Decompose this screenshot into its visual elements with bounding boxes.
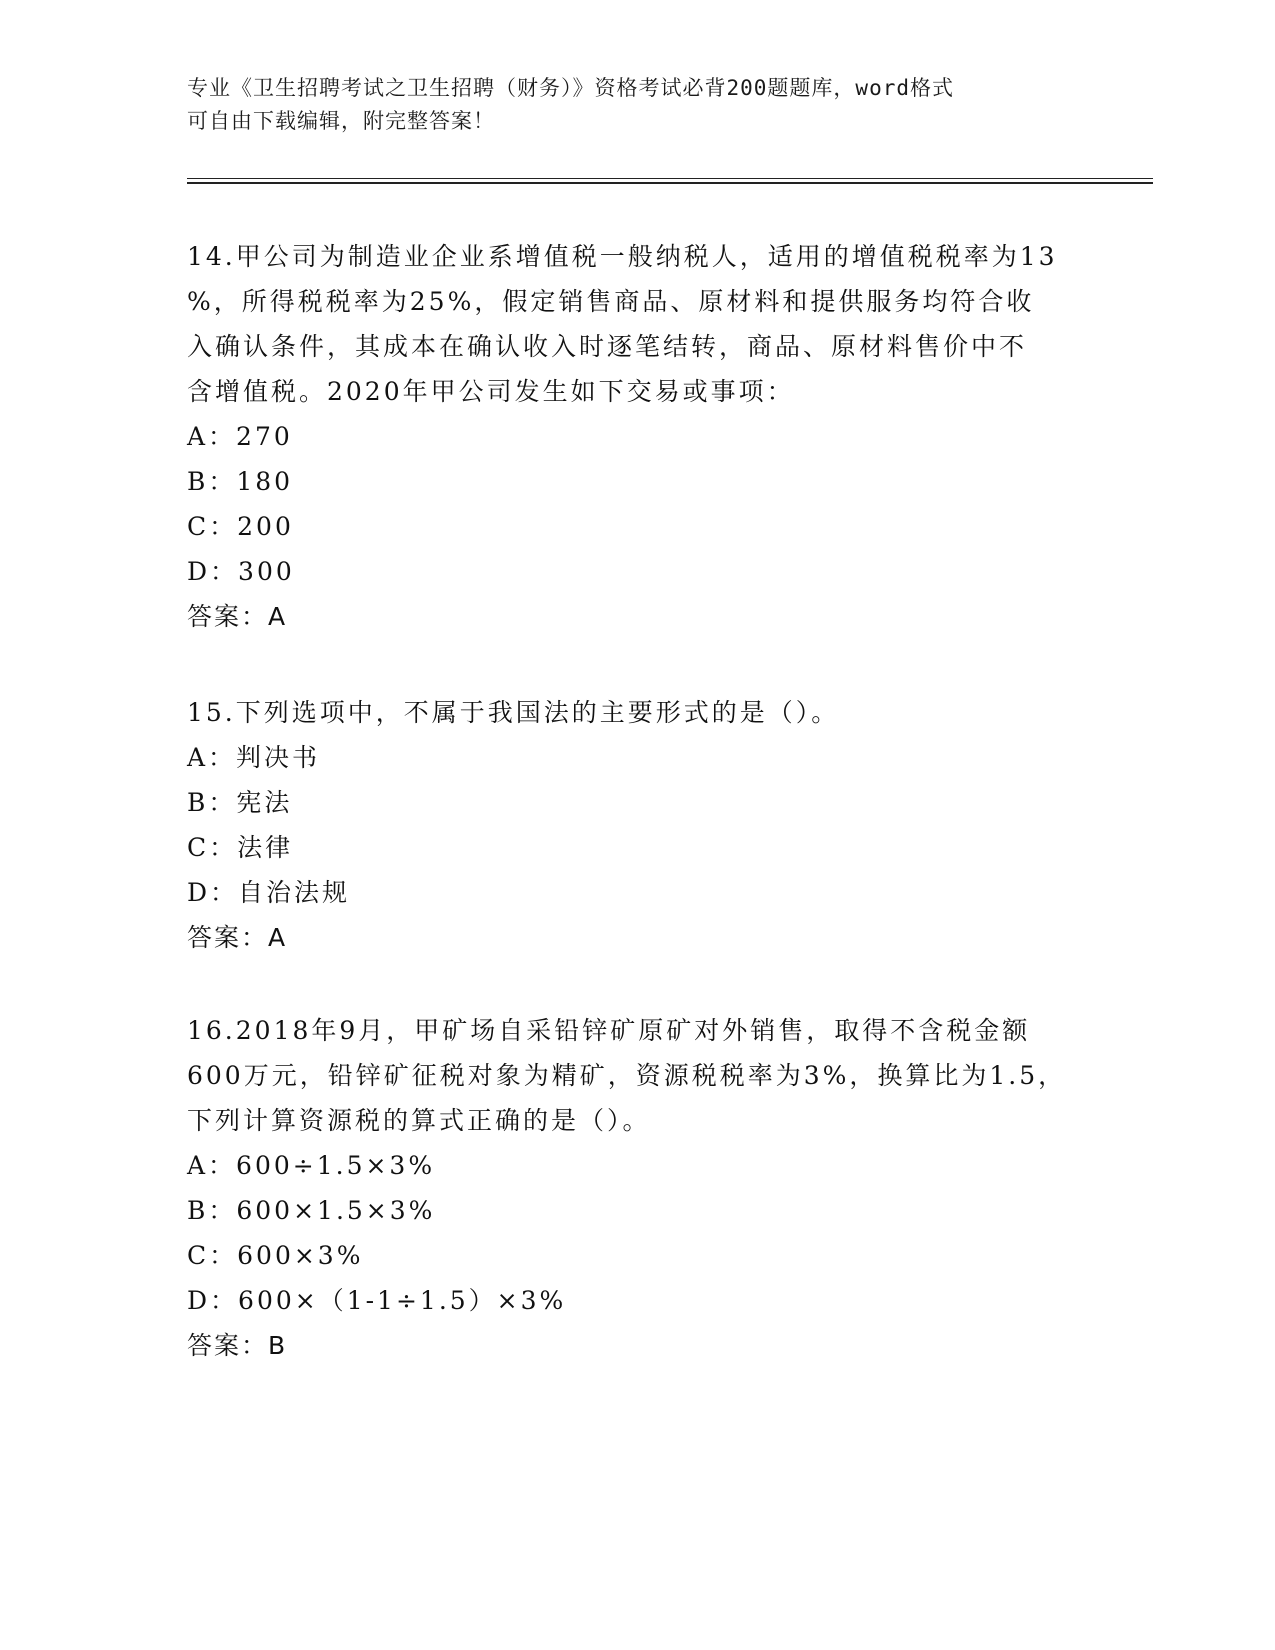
answer-line: 答案：A (187, 602, 288, 631)
option-b: B：宪法 (187, 788, 293, 817)
question-stem-line: 下列计算资源税的算式正确的是（）。 (187, 1106, 651, 1135)
answer-line: 答案：A (187, 923, 288, 952)
option-a: A：判决书 (187, 743, 321, 772)
option-d: D：300 (187, 557, 295, 586)
option-c: C：600×3% (187, 1241, 364, 1270)
question-16 (187, 1008, 1087, 1368)
option-a: A：270 (187, 422, 293, 451)
header-line-2: 可自由下载编辑，附完整答案！ (187, 109, 495, 133)
option-d: D：自治法规 (187, 878, 351, 907)
question-stem-line: 15.下列选项中，不属于我国法的主要形式的是（）。 (187, 698, 840, 727)
header-divider-thick (187, 182, 1153, 184)
question-stem-line: 14.甲公司为制造业企业系增值税一般纳税人，适用的增值税税率为13 (187, 242, 1058, 271)
option-c: C：200 (187, 512, 294, 541)
question-stem-line: 入确认条件，其成本在确认收入时逐笔结转，商品、原材料售价中不 (187, 332, 1028, 361)
option-b: B：600×1.5×3% (187, 1196, 436, 1225)
question-14 (187, 234, 1087, 639)
question-stem-line: 16.2018年9月，甲矿场自采铅锌矿原矿对外销售，取得不含税金额 (187, 1016, 1031, 1045)
question-stem-line: %，所得税税率为25%，假定销售商品、原材料和提供服务均符合收 (187, 287, 1035, 316)
header-line-1: 专业《卫生招聘考试之卫生招聘（财务）》资格考试必背200题题库，word格式 (187, 76, 954, 100)
question-stem-line: 600万元，铅锌矿征税对象为精矿，资源税税率为3%，换算比为1.5， (187, 1061, 1067, 1090)
option-a: A：600÷1.5×3% (187, 1151, 436, 1180)
answer-line: 答案：B (187, 1331, 288, 1360)
question-15 (187, 690, 1087, 960)
document-header (187, 72, 1087, 138)
header-divider-thin (187, 178, 1153, 179)
question-stem-line: 含增值税。2020年甲公司发生如下交易或事项： (187, 377, 795, 406)
option-d: D：600×（1-1÷1.5）×3% (187, 1286, 567, 1315)
option-b: B：180 (187, 467, 294, 496)
option-c: C：法律 (187, 833, 294, 862)
